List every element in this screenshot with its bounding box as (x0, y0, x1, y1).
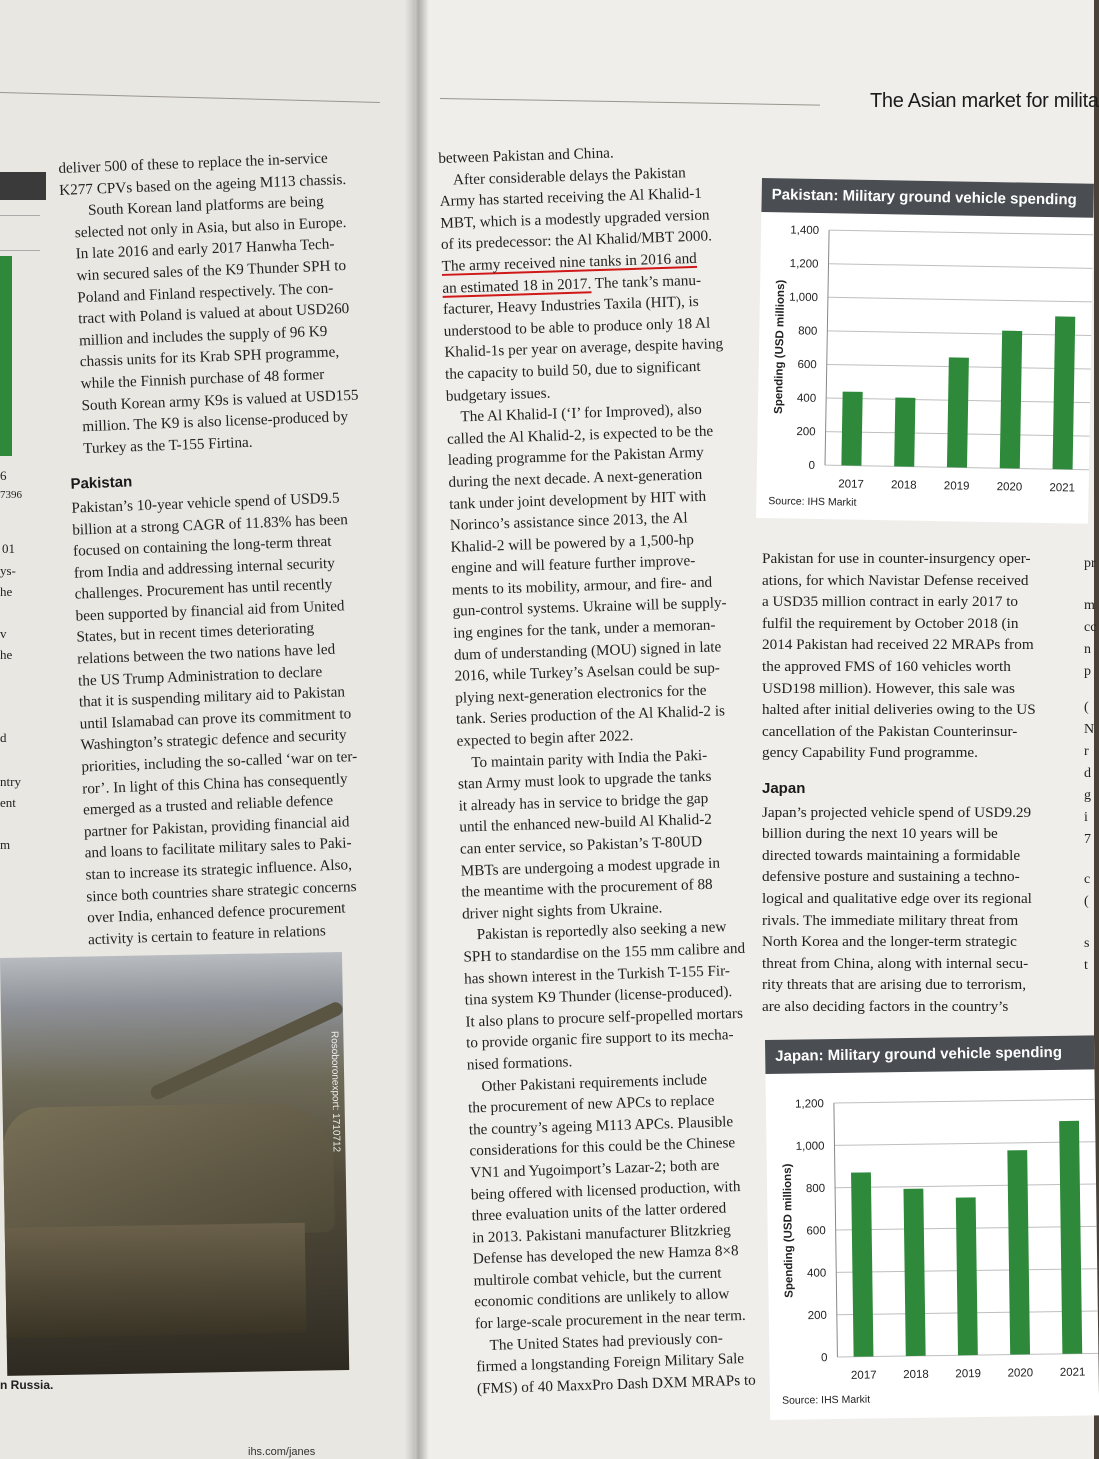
text-line: economic conditions are unlikely to allow (474, 1285, 730, 1311)
edge-fragment: ( (1084, 700, 1089, 715)
edge-fragment: ent (0, 795, 16, 810)
paragraph-japan (762, 802, 1072, 1018)
chart-pakistan-plot (756, 212, 1093, 524)
x-tick-label: 2020 (1007, 1367, 1034, 1380)
text-line: being offered with licensed production, with (470, 1177, 741, 1203)
bar (1000, 331, 1022, 469)
bar (894, 398, 915, 467)
text-line: Pakistan for use in counter-insurgency oper- (762, 550, 1031, 567)
text-line: the approved FMS of 160 vehicles worth (762, 657, 1011, 675)
chart-japan-plot (765, 1069, 1099, 1420)
gridline (834, 1142, 1095, 1146)
photo-credit: Rosoboronexport: 1710712 (328, 1030, 342, 1153)
x-tick-label: 2018 (903, 1368, 929, 1382)
text-line: Defense has developed the new Hamza 8×8 (472, 1242, 739, 1268)
tank-turret (3, 1102, 335, 1238)
text-line: chassis units for its Krab SPH programme, (79, 343, 340, 371)
text-line: USD198 million). However, this sale was (762, 679, 1015, 697)
tank-barrel (149, 1000, 345, 1101)
underlined-text-1: The army received nine tanks in 2016 and (441, 249, 698, 275)
text-line: fulfil the requirement by October 2018 (in (762, 614, 1019, 632)
edge-fragment: c (1084, 872, 1091, 887)
gridline (827, 331, 1091, 336)
edge-fragment: s (1084, 936, 1090, 951)
y-axis (825, 230, 829, 465)
x-tick-label: 2018 (890, 479, 917, 492)
text-line: Norinco’s assistance since 2013, the Al (449, 509, 688, 534)
x-tick-label: 2019 (955, 1368, 982, 1381)
y-tick-label: 200 (796, 426, 816, 439)
edge-fragment: i (1084, 810, 1088, 825)
text-line: nised formations. (466, 1053, 573, 1074)
text-line: the capacity to build 50, due to significant (444, 357, 701, 383)
edge-fragment: pr (1084, 556, 1096, 571)
y-tick-label: 600 (806, 1225, 826, 1238)
text-line: SPH to standardise on the 155 mm calibre and (463, 939, 746, 966)
text-line: ations, for which Navistar Defense received (762, 571, 1029, 589)
y-tick-label: 0 (820, 1352, 828, 1365)
cut-off-chart-header (0, 172, 46, 200)
text-line: budgetary issues. (445, 384, 551, 405)
x-tick-label: 2017 (850, 1369, 877, 1382)
text-line: tract with Poland is valued at about USD260 (77, 300, 350, 328)
bar (956, 1197, 978, 1355)
text-line: between Pakistan and China. (438, 144, 614, 167)
text-line: defensive posture and sustaining a techno- (762, 868, 1020, 886)
edge-fragment: ( (1084, 894, 1089, 909)
edge-fragment: t (1084, 958, 1088, 973)
text-line: three evaluation units of the latter ordered (471, 1199, 727, 1225)
edge-fragment: ntry (0, 774, 21, 789)
text-line: million and includes the supply of 96 K9 (78, 322, 328, 350)
text-line: ing engines for the tank, under a memoran- (452, 616, 716, 642)
text-line: the US Trump Administration to declare (77, 662, 323, 690)
page-footer: ihs.com/janes (248, 1446, 316, 1458)
text-line: a USD35 million contract in early 2017 to (762, 593, 1019, 611)
text-line: halted after initial deliveries owing to the US (762, 701, 1036, 719)
edge-fragment: d (0, 730, 7, 745)
x-tick-label: 2021 (1049, 482, 1076, 495)
text-line: win secured sales of the K9 Thunder SPH to (76, 256, 347, 285)
chart-source: Source: IHS Markit (768, 495, 857, 509)
chart-title: Japan: Military ground vehicle spending (765, 1035, 1094, 1074)
text-line: rity threats that are arising due to terrorism, (762, 976, 1027, 994)
text-line: has shown interest in the Turkish T-155 Fir- (463, 961, 731, 988)
text-line: gun-control systems. Ukraine will be supply- (452, 594, 727, 621)
text-line: since both countries share strategic concerns (86, 877, 357, 906)
text-line: and loans to facilitate military sales to Paki- (84, 834, 352, 862)
edge-fragment: he (0, 584, 13, 599)
edge-fragment: r (1084, 744, 1089, 759)
text-line: partner for Pakistan, providing financial aid (83, 813, 350, 841)
text-line: Japan’s projected vehicle spend of USD9.29 (762, 803, 1032, 821)
text-line: dum of understanding (MOU) signed in late (453, 638, 722, 664)
text-line: rivals. The immediate military threat from (762, 911, 1019, 929)
y-tick-label: 800 (798, 325, 818, 338)
text-line: K277 CPVs based on the ageing M113 chassis. (58, 170, 347, 199)
gridline (829, 230, 1093, 235)
chart-title: Pakistan: Military ground vehicle spending (761, 178, 1094, 218)
text-line: South Korean land platforms are being (87, 193, 324, 220)
edge-fragment: p (1084, 664, 1091, 679)
y-tick-label: 1,000 (789, 291, 819, 305)
cut-off-chart-bar (0, 256, 12, 456)
text-line: Army has started receiving the Al Khalid-1 (439, 184, 703, 211)
text-line: relations between the two nations have led (76, 640, 336, 668)
section-heading-japan: Japan (762, 779, 806, 797)
text-line: leading programme for the Pakistan Army (447, 444, 704, 470)
bar (841, 392, 862, 466)
text-line: in 2013. Pakistani manufacturer Blitzkrieg (471, 1221, 731, 1247)
cut-off-gridline (0, 250, 40, 251)
text-line: been supported by financial aid from United (75, 597, 345, 625)
text-line: directed towards maintaining a formidable (762, 846, 1021, 864)
cut-off-gridline (0, 215, 40, 216)
paragraph-south-korea (60, 189, 375, 460)
text-line: plying next-generation electronics for the (455, 681, 707, 707)
text-line: firmed a longstanding Foreign Military Sale (476, 1350, 745, 1376)
text-line: that it is suspending military aid to Pakistan (78, 683, 346, 711)
text-line: selected not only in Asia, but also in Europe. (74, 213, 347, 242)
text-line: tank under joint development by HIT with (448, 487, 707, 513)
text-line: Washington’s strategic defence and security (80, 726, 347, 754)
edge-fragment: 7396 (0, 489, 22, 501)
edge-fragment: 01 (2, 541, 15, 556)
text-line: from India and addressing internal security (73, 554, 336, 582)
text-line: facturer, Heavy Industries Taxila (HIT), is (442, 293, 699, 319)
text-line: Khalid-1s per year on average, despite having (444, 335, 724, 362)
text-line: gency Capability Fund programme. (762, 744, 978, 762)
tank-hull (5, 1223, 307, 1338)
text-line: Pakistan is reportedly also seeking a new (476, 918, 727, 944)
edge-fragment: d (1084, 766, 1091, 781)
text-line: can enter service, so Pakistan’s T-80UD (459, 833, 703, 858)
text-line: South Korean army K9s is valued at USD155 (81, 386, 359, 414)
y-tick-label: 1,200 (789, 258, 819, 271)
text-line: The United States had previously con- (489, 1329, 724, 1354)
text-line: billion during the next 10 years will be (762, 825, 998, 843)
y-tick-label: 400 (796, 392, 817, 405)
photo-caption: n Russia. (0, 1378, 54, 1392)
text-line: driver night sights from Ukraine. (461, 899, 663, 923)
text-line: threat from China, along with internal secu- (762, 954, 1029, 972)
bar (903, 1189, 925, 1356)
paragraph-mraps (762, 548, 1072, 764)
text-line: while the Finnish purchase of 48 former (80, 365, 325, 393)
chart-japan (765, 1035, 1099, 1420)
y-tick-label: 1,200 (795, 1098, 824, 1111)
text-line: for large-scale procurement in the near term. (474, 1306, 746, 1333)
text-line: considerations for this could be the Chinese (469, 1134, 736, 1160)
y-tick-label: 600 (797, 358, 817, 372)
text-line: called the Al Khalid-2, is expected to be the (446, 422, 714, 448)
tank-photo (0, 952, 349, 1376)
text-line: Khalid-2 will be powered by a 1,500-hp (450, 530, 695, 556)
text-line: logical and qualitative edge over its regional (762, 889, 1032, 907)
text-line: 2016, while Turkey’s Aselsan could be sup- (454, 659, 721, 685)
text-line: stan to increase its strategic influence. Also, (85, 856, 353, 884)
y-tick-label: 200 (807, 1309, 827, 1323)
edge-fragment: 6 (0, 468, 7, 483)
text-line: priorities, including the so-called ‘war on ter- (81, 747, 358, 776)
text-line: To maintain parity with India the Paki- (471, 746, 708, 771)
text-line: North Korea and the longer-term strategic (762, 933, 1017, 951)
text-line: VN1 and Yugoimport’s Lazar-2; both are (469, 1156, 720, 1182)
edge-fragment: g (1084, 788, 1091, 803)
text-line: Other Pakistani requirements include (481, 1070, 708, 1095)
text-line: it already has in service to bridge the gap (458, 789, 709, 815)
text-line: to provide organic fire support to its mecha- (465, 1026, 734, 1052)
x-tick-label: 2019 (943, 480, 970, 493)
bar (1059, 1121, 1082, 1354)
text-line: the procurement of new APCs to replace (467, 1091, 715, 1117)
text-line: MBTs are undergoing a modest upgrade in (460, 854, 721, 880)
text-line: until Islamabad can prove its commitment to (79, 705, 352, 733)
text-line: 2014 Pakistan had received 22 MRAPs from (762, 636, 1034, 654)
paragraph-continued (443, 289, 792, 1400)
sentence-continuation: The tank’s manu- (590, 271, 702, 292)
text-line: ror’. In light of this China has consequently (81, 769, 348, 798)
text-line: until the enhanced new-build Al Khalid-2 (459, 811, 713, 837)
text-line: understood to be able to produce only 18 Al (443, 314, 711, 340)
paragraph-pakistan (71, 486, 393, 951)
text-line: the meantime with the procurement of 88 (461, 875, 713, 901)
text-line: activity is certain to feature in relations (87, 922, 327, 949)
text-line: over India, enhanced defence procurement (86, 899, 346, 927)
text-line: MBT, which is a modestly upgraded version (440, 206, 710, 232)
gridline (829, 264, 1093, 269)
text-line: (FMS) of 40 MaxxPro Dash DXM MRAPs to (476, 1371, 757, 1398)
page-gutter (405, 0, 429, 1459)
bar (851, 1172, 873, 1356)
gridline (828, 297, 1092, 302)
text-line: Pakistan’s 10-year vehicle spend of USD9.5 (71, 489, 340, 517)
text-line: during the next decade. A next-generation (448, 465, 703, 491)
gridline (835, 1184, 1096, 1188)
edge-fragment: v (0, 626, 7, 641)
right-column (762, 548, 1072, 1017)
y-tick-label: 800 (805, 1182, 826, 1196)
running-head: The Asian market for milita (870, 90, 1099, 112)
text-line: million. The K9 is also license-produced by (82, 408, 349, 436)
text-line: billion at a strong CAGR of 11.83% has been (71, 510, 349, 539)
text-line: States, but in recent times deteriorating (76, 619, 315, 647)
text-line: cancellation of the Pakistan Counterinsur- (762, 722, 1018, 740)
section-heading-pakistan: Pakistan (70, 473, 133, 494)
text-line: Turkey as the T-155 Firtina. (82, 433, 253, 457)
text-line: the country’s ageing M113 APCs. Plausible (468, 1112, 734, 1139)
text-line: tank. Series production of the Al Khalid-2 is (455, 702, 726, 729)
x-tick-label: 2020 (996, 481, 1023, 494)
chart-source: Source: IHS Markit (781, 1393, 871, 1407)
gridline (834, 1099, 1095, 1103)
x-tick-label: 2017 (838, 478, 864, 491)
left-column (58, 146, 393, 950)
text-line: deliver 500 of these to replace the in-service (58, 149, 328, 177)
bar (1007, 1150, 1030, 1355)
text-line: Poland and Finland respectively. The con- (77, 279, 334, 306)
edge-fragment: cc (1084, 620, 1097, 635)
bar (1053, 316, 1076, 469)
edge-fragment: n (1084, 642, 1091, 657)
edge-fragment: m (1084, 598, 1095, 613)
bar (947, 357, 969, 467)
y-tick-label: 1,000 (795, 1140, 825, 1153)
edge-fragment: N (1084, 722, 1095, 737)
text-line: engine and will feature further improve- (450, 552, 696, 578)
edge-fragment: ys- (0, 563, 16, 578)
text-line: tina system K9 Thunder (license-produced). (464, 983, 733, 1009)
text-line: emerged as a trusted and reliable defence (82, 792, 334, 819)
y-tick-label: 1,400 (790, 224, 820, 238)
text-line: ments to its mobility, armour, and fire- and (451, 573, 713, 599)
y-tick-label: 400 (806, 1267, 827, 1280)
middle-column (438, 138, 792, 1400)
text-line: After considerable delays the Pakistan (452, 163, 686, 189)
y-axis-label: Spending (USD millions) (772, 279, 788, 415)
y-tick-label: 0 (808, 459, 816, 472)
edge-fragment: m (0, 837, 11, 852)
paragraph-al-khalid (438, 138, 756, 256)
text-line: multirole combat vehicle, but the current (473, 1264, 722, 1290)
edge-fragment: he (0, 647, 13, 662)
x-tick-label: 2021 (1059, 1366, 1086, 1379)
text-line: The Al Khalid-I (‘I’ for Improved), also (460, 400, 702, 426)
text-line: of its predecessor: the Al Khalid/MBT 2000. (440, 227, 713, 254)
text-line: It also plans to procure self-propelled mortars (465, 1004, 744, 1031)
text-line: In late 2016 and early 2017 Hanwha Tech- (75, 235, 335, 263)
edge-fragment: 7 (1084, 832, 1091, 847)
y-axis-label: Spending (USD millions) (781, 1163, 796, 1298)
chart-pakistan (756, 178, 1094, 524)
text-line: are also deciding factors in the country’s (762, 997, 1009, 1015)
text-line: stan Army must look to upgrade the tanks (457, 767, 712, 793)
text-line: focused on containing the long-term threat (72, 532, 332, 560)
text-line: expected to begin after 2022. (456, 727, 634, 750)
underlined-text-2: an estimated 18 in 2017. (442, 274, 592, 297)
text-line: challenges. Procurement has until recently (74, 576, 333, 603)
